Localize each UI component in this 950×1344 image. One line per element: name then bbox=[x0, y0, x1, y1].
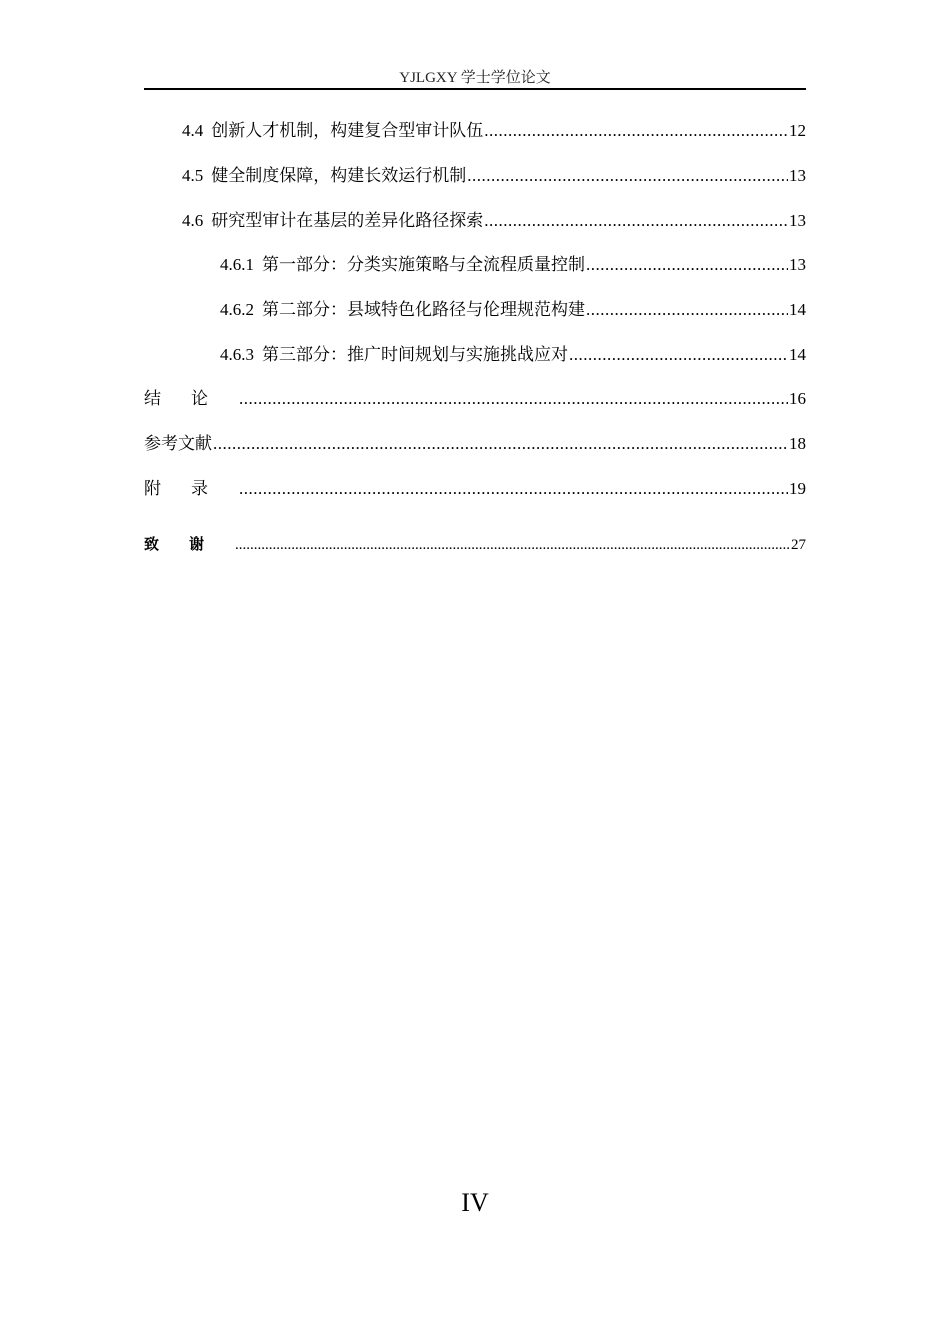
toc-entry-title: 第二部分：县域特色化路径与伦理规范构建 bbox=[262, 300, 585, 319]
toc-leader-dots bbox=[586, 299, 788, 321]
page-number: IV bbox=[461, 1188, 489, 1217]
toc-leader-dots bbox=[235, 534, 790, 556]
toc-entry-title: 研究型审计在基层的差异化路径探索 bbox=[211, 211, 484, 230]
toc-entry-4-4[interactable] bbox=[182, 120, 806, 142]
toc-entry-title: 第一部分：分类实施策略与全流程质量控制 bbox=[262, 255, 585, 274]
toc-entry-page: 13 bbox=[789, 211, 806, 230]
toc-entry-page: 27 bbox=[791, 537, 806, 553]
toc-entry-number: 4.5 bbox=[182, 166, 204, 185]
toc-leader-dots bbox=[239, 388, 788, 410]
toc-leader-dots bbox=[467, 165, 788, 187]
toc-entry-title: 结论 bbox=[144, 389, 238, 408]
toc-entry-page: 18 bbox=[789, 434, 806, 453]
toc-entry-conclusion[interactable] bbox=[144, 388, 806, 410]
toc-entry-page: 13 bbox=[789, 255, 806, 274]
toc-entry-page: 12 bbox=[789, 121, 806, 140]
toc-entry-page: 16 bbox=[789, 389, 806, 408]
toc-leader-dots bbox=[484, 120, 788, 142]
toc-entry-number: 4.6.1 bbox=[220, 255, 254, 274]
toc-entry-number: 4.4 bbox=[182, 121, 204, 140]
toc-entry-page: 14 bbox=[789, 345, 806, 364]
toc-entry-acknowledgements[interactable] bbox=[144, 533, 806, 556]
toc-entry-title: 附录 bbox=[144, 479, 238, 498]
toc-entry-appendix[interactable] bbox=[144, 478, 806, 500]
toc-leader-dots bbox=[484, 210, 788, 232]
toc-entry-title: 第三部分：推广时间规划与实施挑战应对 bbox=[262, 345, 568, 364]
toc-entry-number: 4.6.3 bbox=[220, 345, 254, 364]
toc-entry-page: 13 bbox=[789, 166, 806, 185]
toc-entry-title: 创新人才机制，构建复合型审计队伍 bbox=[211, 121, 484, 140]
toc-leader-dots bbox=[569, 344, 788, 366]
toc-entry-4-6-1[interactable] bbox=[220, 254, 806, 276]
toc-entry-title: 参考文献 bbox=[144, 434, 212, 453]
toc-entry-4-6[interactable] bbox=[182, 210, 806, 232]
toc-leader-dots bbox=[239, 478, 788, 500]
header-rule bbox=[144, 88, 806, 90]
toc-leader-dots bbox=[213, 433, 788, 455]
toc-entry-page: 14 bbox=[789, 300, 806, 319]
page-header-title: YJLGXY 学士学位论文 bbox=[399, 70, 551, 86]
toc-entry-title: 健全制度保障，构建长效运行机制 bbox=[211, 166, 467, 185]
toc-entry-page: 19 bbox=[789, 479, 806, 498]
toc-entry-number: 4.6.2 bbox=[220, 300, 254, 319]
toc-entry-number: 4.6 bbox=[182, 211, 204, 230]
toc-entry-4-6-3[interactable] bbox=[220, 344, 806, 366]
toc-entry-4-6-2[interactable] bbox=[220, 299, 806, 321]
toc-leader-dots bbox=[586, 254, 788, 276]
toc-entry-title: 致谢 bbox=[144, 535, 235, 553]
toc-entry-references[interactable] bbox=[144, 433, 806, 455]
toc-entry-4-5[interactable] bbox=[182, 165, 806, 187]
